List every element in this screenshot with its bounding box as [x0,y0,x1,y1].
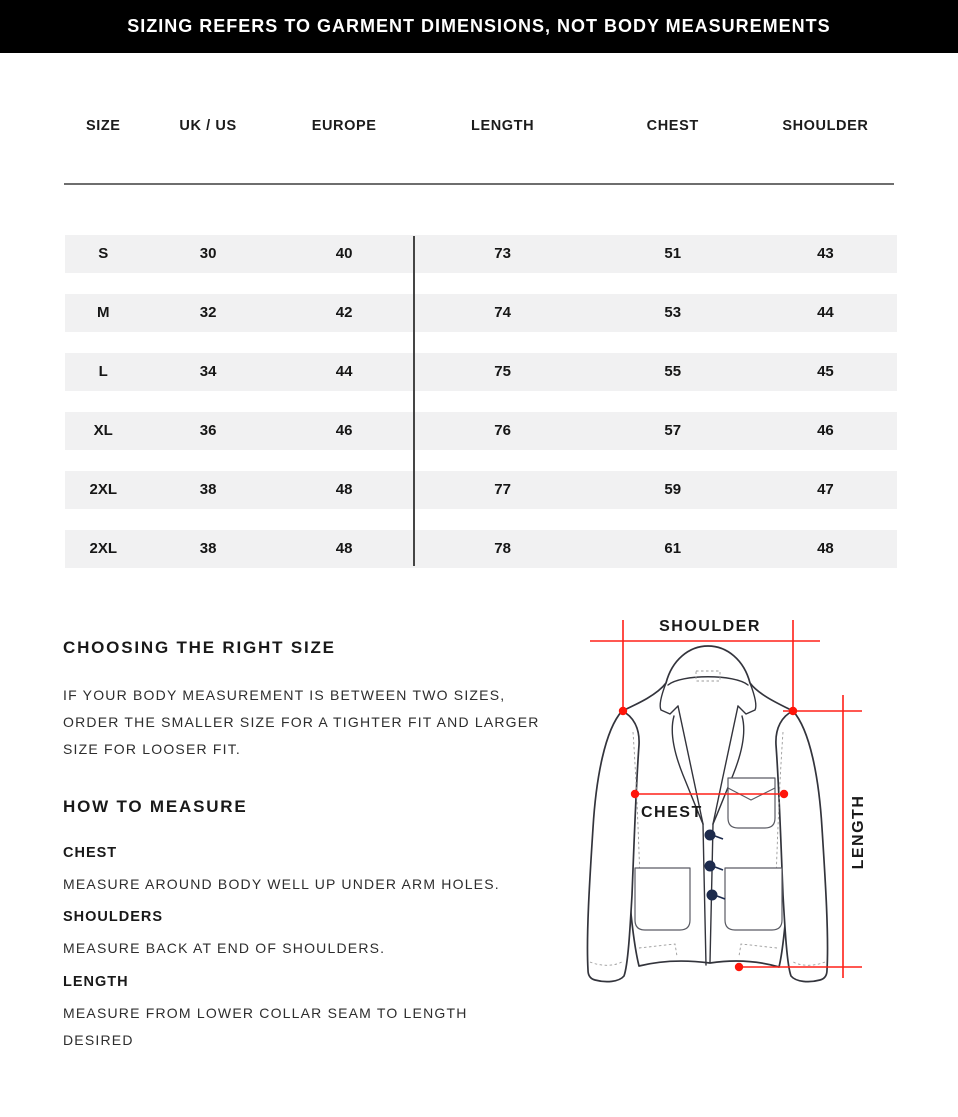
cell-chest: 61 [664,540,682,557]
cell-uk-us: 30 [199,245,217,262]
banner-text: SIZING REFERS TO GARMENT DIMENSIONS, NOT BODY MEASUREMENTS [127,16,831,36]
col-header-uk-us: UK / US [179,118,237,134]
top-banner [0,0,958,53]
cell-size: S [98,245,109,262]
cell-europe: 42 [335,304,353,321]
col-header-shoulder: SHOULDER [782,118,869,134]
cell-shoulder: 46 [817,422,834,439]
cell-chest: 59 [664,481,682,498]
cell-europe: 46 [335,422,353,439]
cell-chest: 51 [664,245,682,262]
cell-length: 75 [494,363,511,380]
cell-uk-us: 38 [199,540,217,557]
jacket-measurement-diagram [575,610,958,1005]
cell-size: 2XL [89,540,118,557]
table-row [65,294,897,332]
cell-uk-us: 34 [199,363,217,380]
table-column-divider [413,236,415,566]
diagram-length-label: LENGTH [850,794,867,870]
cell-size: XL [93,422,113,439]
cell-length: 73 [494,245,511,262]
cell-chest: 53 [664,304,682,321]
col-header-europe: EUROPE [311,118,377,134]
size-table-header [65,112,897,140]
diagram-shoulder-label: SHOULDER [659,618,761,635]
table-row [65,530,897,568]
measure-chest-label: CHEST [63,845,118,861]
cell-length: 78 [494,540,511,557]
measure-length-label: LENGTH [63,974,129,990]
table-row [65,412,897,450]
cell-shoulder: 44 [817,304,834,321]
cell-uk-us: 36 [199,422,217,439]
choosing-size-heading: CHOOSING THE RIGHT SIZE [63,638,336,657]
diagram-chest-label: CHEST [641,804,703,821]
col-header-chest: CHEST [646,118,699,134]
cell-size: L [98,363,108,380]
cell-shoulder: 43 [817,245,834,262]
measure-shoulders-label: SHOULDERS [63,909,164,925]
measure-length-text: MEASURE FROM LOWER COLLAR SEAM TO LENGTH DESIRED [63,1005,468,1048]
table-row [65,235,897,273]
cell-length: 76 [494,422,511,439]
table-row [65,353,897,391]
cell-europe: 48 [335,540,353,557]
how-to-measure-heading: HOW TO MEASURE [63,797,248,816]
cell-length: 74 [494,304,511,321]
choosing-size-body: IF YOUR BODY MEASUREMENT IS BETWEEN TWO SIZES, ORDER THE SMALLER SIZE FOR A TIGHTER FIT AND LARGER SIZE FOR LOOSER FIT. [63,687,540,757]
cell-europe: 40 [335,245,353,262]
measure-chest-text: MEASURE AROUND BODY WELL UP UNDER ARM HOLES. [63,876,500,892]
cell-chest: 57 [664,422,682,439]
cell-size: 2XL [89,481,118,498]
cell-size: M [97,304,110,321]
cell-length: 77 [494,481,511,498]
table-row [65,471,897,509]
col-header-size: SIZE [85,118,121,134]
cell-chest: 55 [664,363,682,380]
cell-uk-us: 32 [199,304,217,321]
cell-shoulder: 47 [817,481,834,498]
cell-shoulder: 48 [817,540,834,557]
cell-europe: 44 [335,363,353,380]
cell-uk-us: 38 [199,481,217,498]
measure-shoulders-text: MEASURE BACK AT END OF SHOULDERS. [63,940,386,956]
col-header-length: LENGTH [470,118,535,134]
cell-shoulder: 45 [817,363,834,380]
size-table-body [65,235,897,589]
cell-europe: 48 [335,481,353,498]
header-rule [64,183,894,185]
